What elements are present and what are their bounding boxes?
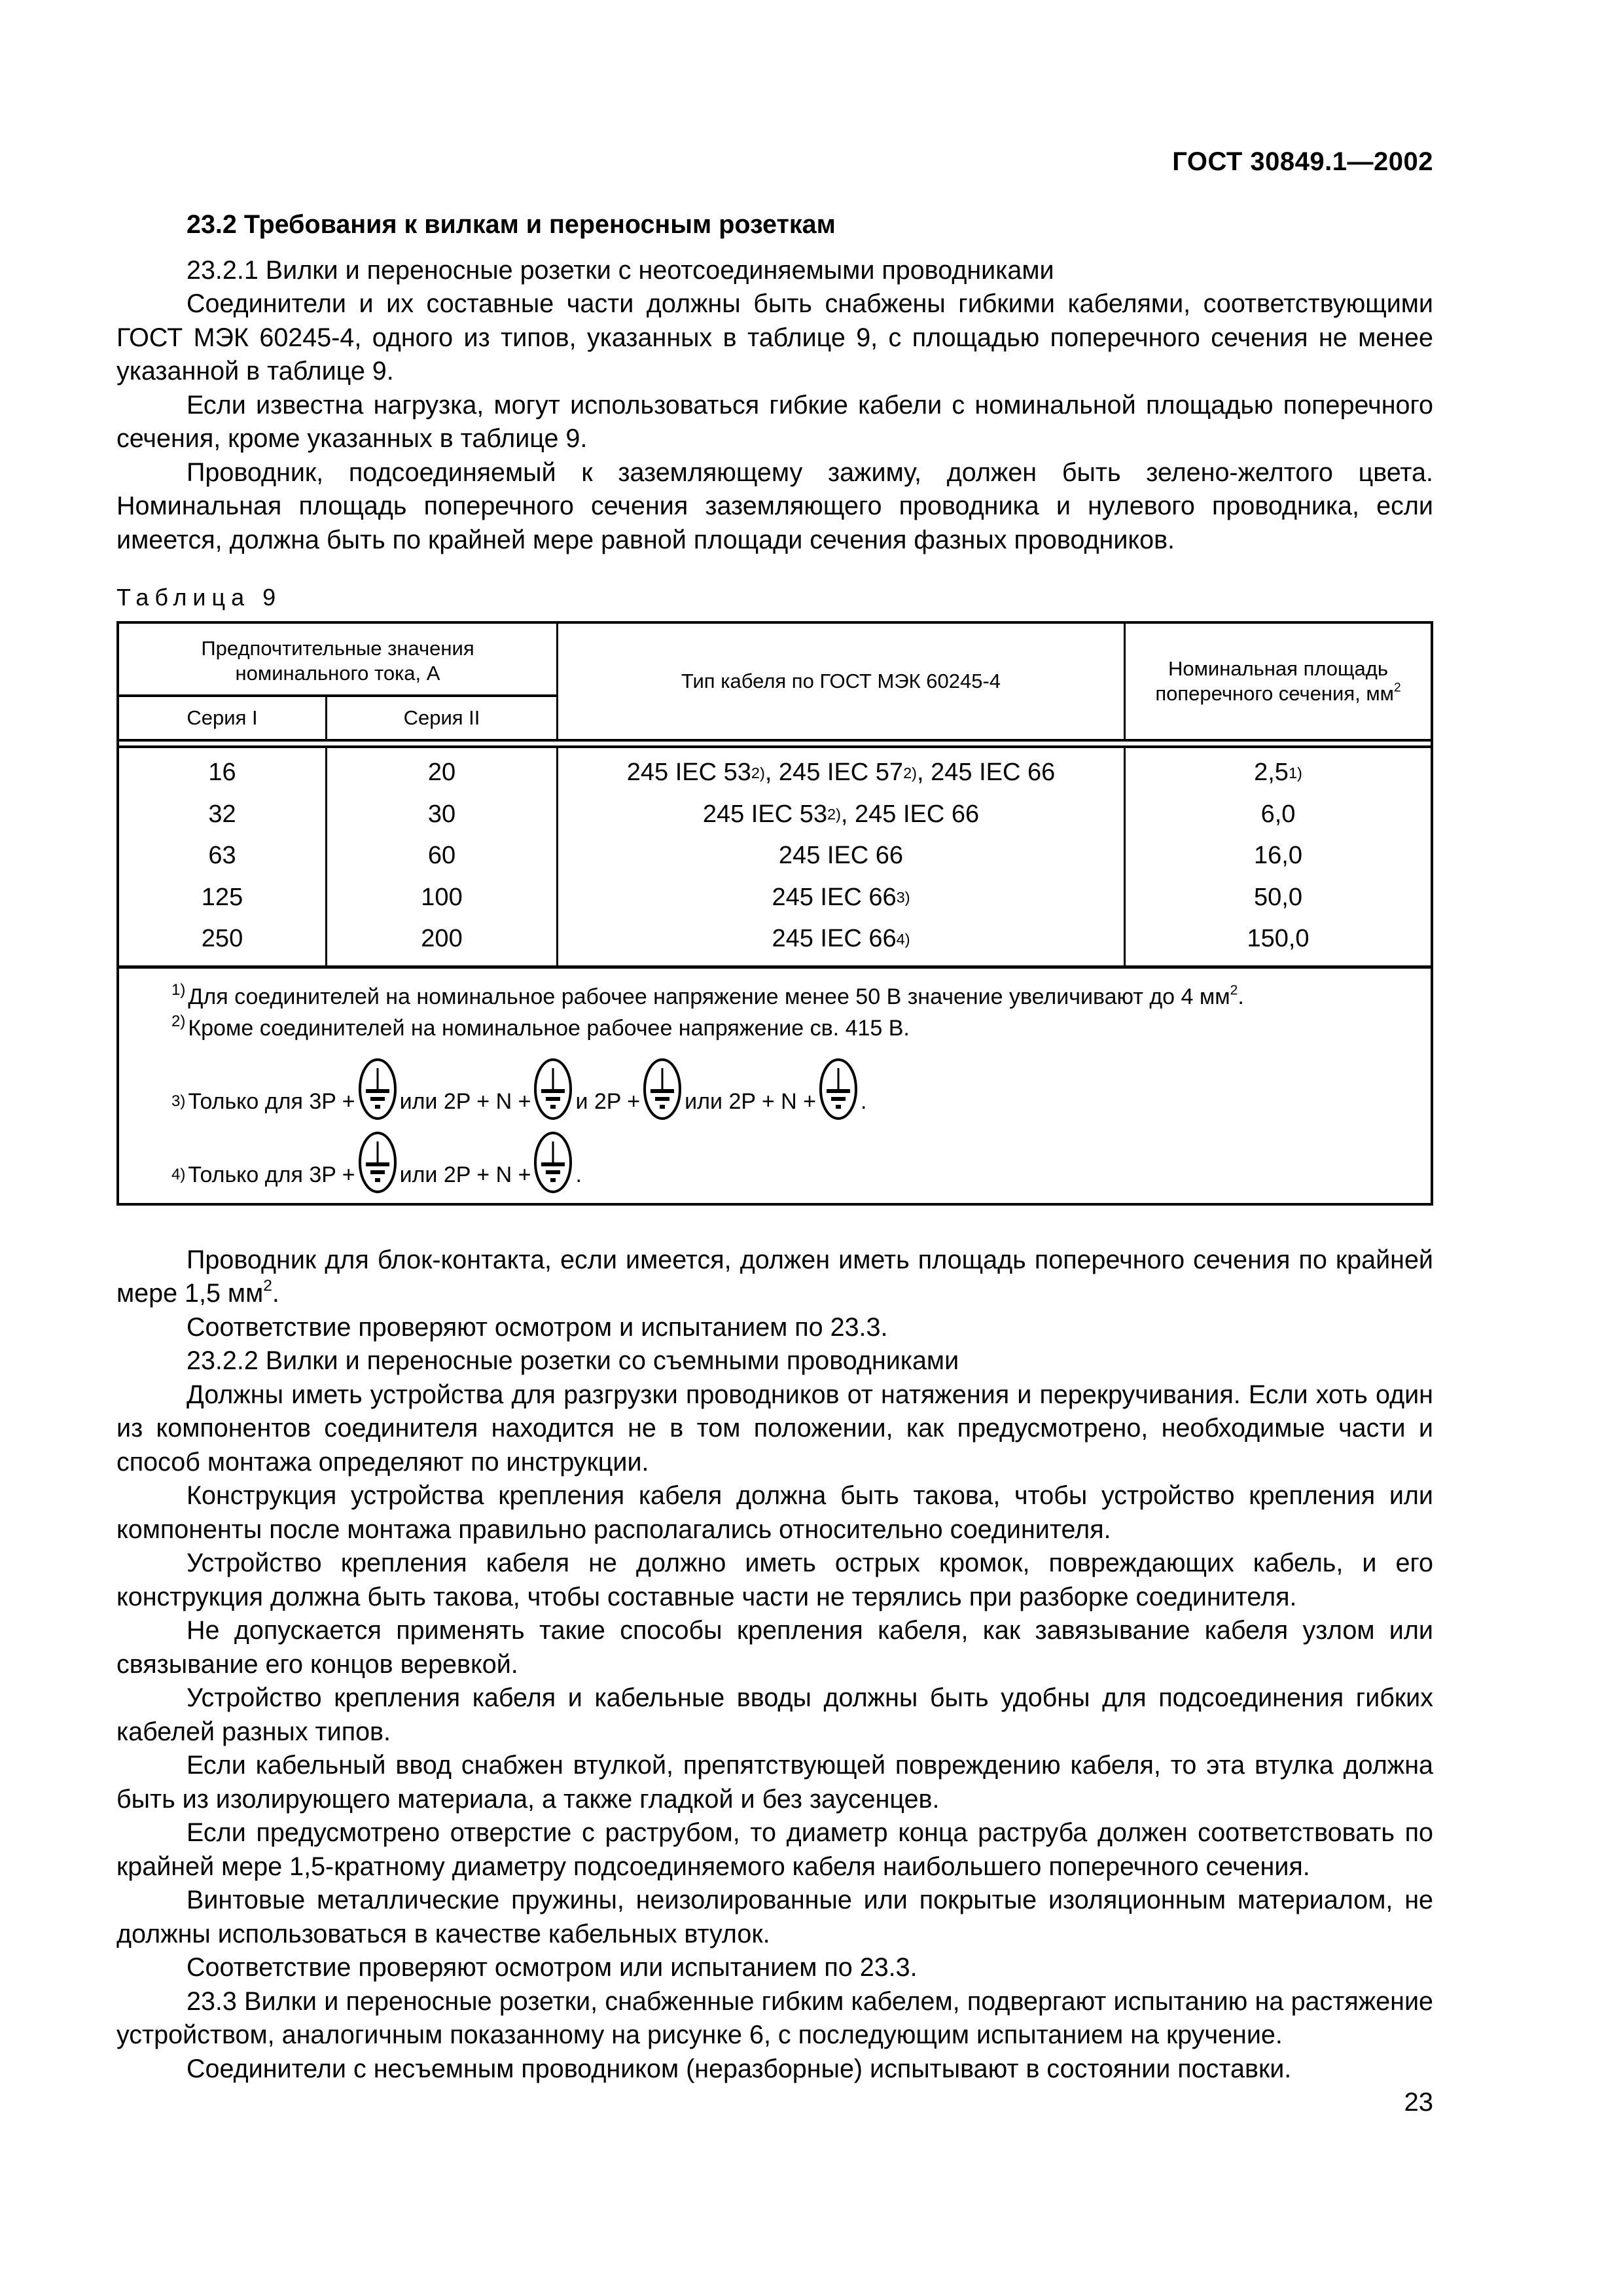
cell-cable-type: 245 IEC 66 3) bbox=[558, 877, 1124, 919]
cell-area bbox=[1126, 794, 1431, 836]
paragraph: Соответствие проверяют осмотром или испытанием по 23.3. bbox=[187, 1953, 918, 1982]
table-label: Таблица 9 bbox=[116, 584, 282, 611]
paragraph: Проводник, подсоединяемый к заземляющему зажиму, должен быть зелено-желтого цвета. Номинальная площадь поперечного сечения заземляющего проводника и нулевого проводника, если имеется, должна быть по крайней мере равной площади сечения фазных проводников. bbox=[116, 457, 1433, 554]
protective-earth-icon bbox=[358, 1131, 397, 1194]
footnote-4 bbox=[171, 1119, 1431, 1190]
cell-series-2: 20 bbox=[427, 759, 456, 786]
page-content bbox=[116, 208, 1433, 2086]
footnote-2 bbox=[171, 1009, 1431, 1041]
area-value: 16,0 bbox=[1254, 842, 1302, 869]
punctuation: . bbox=[861, 1088, 867, 1114]
footnote-text: Для соединителей на номинальное рабочее напряжение менее 50 В значение увеличивают до 4 мм bbox=[188, 984, 1230, 1009]
cell-cable-type: 245 IEC 53 2) , 245 IEC 57 2) , 245 IEC 66 bbox=[558, 752, 1124, 794]
subsection-heading: 23.2.2 Вилки и переносные розетки со съемными проводниками bbox=[187, 1346, 959, 1375]
footnote-mark: 4) bbox=[171, 1165, 186, 1183]
footnote-mark: 3) bbox=[171, 1092, 186, 1110]
header-cable-type: Тип кабеля по ГОСТ МЭК 60245-4 bbox=[558, 624, 1126, 739]
subsection-heading: 23.3 Вилки и переносные розетки, снабженные гибким кабелем, подвергают испытанию на растяжение устройством, аналогичным показанному на рисунке 6, с последующим испытанием на кручение. bbox=[116, 1986, 1433, 2049]
paragraph: Конструкция устройства крепления кабеля должна быть такова, чтобы устройство крепления или компоненты после монтажа правильно располагались относительно соединителя. bbox=[116, 1481, 1433, 1544]
paragraph: Если предусмотрено отверстие с раструбом, то диаметр конца раструба должен соответствовать по крайней мере 1,5-кратному диаметру подсоединяемого кабеля наибольшего поперечного сечения. bbox=[116, 1818, 1433, 1881]
cell-series-1: 63 bbox=[208, 842, 236, 869]
table-header bbox=[119, 624, 1431, 742]
cell-series-1: 16 bbox=[208, 759, 236, 786]
protective-earth-icon bbox=[533, 1131, 573, 1194]
cell-area bbox=[1126, 835, 1431, 877]
cable-type-text: , 245 IEC 57 bbox=[764, 759, 904, 786]
paragraph: Устройство крепления кабеля не должно иметь острых кромок, повреждающих кабель, и его конструкция должна быть такова, чтобы составные части не терялись при разборке соединителя. bbox=[116, 1549, 1433, 1611]
protective-earth-icon bbox=[533, 1058, 573, 1121]
cable-type-text: 245 IEC 66 bbox=[772, 883, 897, 911]
cell-series-2: 200 bbox=[421, 925, 463, 952]
header-series-2: Серия II bbox=[327, 697, 558, 739]
paragraph: Соответствие проверяют осмотром и испытанием по 23.3. bbox=[187, 1312, 888, 1342]
footnote-text: Только для 3P + bbox=[188, 1162, 355, 1187]
cable-type-text: , 245 IEC 66 bbox=[840, 800, 980, 828]
footnote-text: и 2P + bbox=[575, 1088, 641, 1114]
header-preferred-current bbox=[119, 624, 558, 697]
spacer bbox=[116, 1206, 1433, 1244]
section-heading: 23.2 Требования к вилкам и переносным розеткам bbox=[187, 210, 836, 239]
column-area bbox=[1126, 752, 1431, 960]
paragraph: Если известна нагрузка, могут использоваться гибкие кабели с номинальной площадью поперечного сечения, кроме указанных в таблице 9. bbox=[116, 390, 1433, 453]
table-body bbox=[119, 748, 1431, 969]
cell-series-1: 32 bbox=[208, 800, 236, 828]
cell-cable-type bbox=[558, 835, 1124, 877]
paragraph: Соединители с несъемным проводником (неразборные) испытывают в состоянии поставки. bbox=[187, 2054, 1292, 2083]
protective-earth-icon bbox=[819, 1058, 858, 1121]
header-series-1: Серия I bbox=[119, 697, 327, 739]
cell-area bbox=[1126, 877, 1431, 919]
footnote-3 bbox=[171, 1046, 1431, 1117]
superscript: 2 bbox=[1394, 681, 1401, 695]
cell-series-1: 125 bbox=[201, 883, 243, 911]
header-area-label: Номинальная площадь поперечного сечения, мм bbox=[1155, 657, 1394, 705]
cell-series-1: 250 bbox=[201, 925, 243, 952]
column-series-2 bbox=[327, 748, 558, 965]
cell-series-2: 30 bbox=[427, 800, 456, 828]
paragraph: Если кабельный ввод снабжен втулкой, препятствующей повреждению кабеля, то эта втулка должна быть из изолирующего материала, а также гладкой и без заусенцев. bbox=[116, 1751, 1433, 1814]
punctuation: . bbox=[1238, 984, 1244, 1009]
cell-series-2: 60 bbox=[427, 842, 456, 869]
area-value: 2,5 bbox=[1254, 759, 1289, 786]
punctuation: . bbox=[575, 1162, 582, 1187]
area-value: 6,0 bbox=[1260, 800, 1296, 828]
footnote-text: или 2P + N + bbox=[399, 1162, 531, 1187]
header-area-text bbox=[1147, 656, 1409, 706]
cell-cable-type: 245 IEC 53 2) , 245 IEC 66 bbox=[558, 794, 1124, 836]
column-series-1 bbox=[119, 748, 327, 965]
header-area bbox=[1126, 624, 1431, 739]
area-value: 150,0 bbox=[1247, 925, 1310, 952]
paragraph: Соединители и их составные части должны быть снабжены гибкими кабелями, соответствующими ГОСТ МЭК 60245-4, одного из типов, указанных в таблице 9, с площадью поперечного сечения не менее указанной в таблице 9. bbox=[116, 289, 1433, 386]
cell-series-2: 100 bbox=[421, 883, 463, 911]
paragraph: Винтовые металлические пружины, неизолированные или покрытые изоляционным материалом, не должны использоваться в качестве кабельных втулок. bbox=[116, 1886, 1433, 1948]
cell-area bbox=[1126, 918, 1431, 960]
cable-type-text: , 245 IEC 66 bbox=[917, 759, 1056, 786]
superscript: 2 bbox=[1230, 982, 1238, 997]
footnote-text: Только для 3P + bbox=[188, 1088, 355, 1114]
double-rule bbox=[119, 742, 1431, 748]
paragraph: Устройство крепления кабеля и кабельные вводы должны быть удобны для подсоединения гибких кабелей разных типов. bbox=[116, 1683, 1433, 1746]
cell-area: 2,5 1) bbox=[1126, 752, 1431, 794]
footnote-mark: 1) bbox=[171, 980, 186, 999]
subsection-heading: 23.2.1 Вилки и переносные розетки с неотсоединяемыми проводниками bbox=[187, 255, 1054, 285]
table-9 bbox=[116, 621, 1433, 1206]
paragraph-text: Проводник для блок-контакта, если имеется, должен иметь площадь поперечного сечения по крайней мере 1,5 мм bbox=[116, 1245, 1433, 1308]
footnote-text: или 2P + N + bbox=[399, 1088, 531, 1114]
paragraph bbox=[116, 1244, 1433, 1311]
cable-type-text: 245 IEC 66 bbox=[772, 925, 897, 952]
superscript: 2 bbox=[263, 1276, 272, 1295]
punctuation: . bbox=[272, 1279, 279, 1308]
cell-cable-type: 245 IEC 66 4) bbox=[558, 918, 1124, 960]
paragraph: Не допускается применять такие способы крепления кабеля, как завязывание кабеля узлом или связывание его концов веревкой. bbox=[116, 1616, 1433, 1679]
paragraph: Должны иметь устройства для разгрузки проводников от натяжения и перекручивания. Если хоть один из компонентов соединителя находится не в том положении, как предусмотрено, необходимые части и способ монтажа определяют по инструкции. bbox=[116, 1380, 1433, 1477]
cable-type-text: 245 IEC 53 bbox=[702, 800, 827, 828]
area-value: 50,0 bbox=[1254, 883, 1302, 911]
protective-earth-icon bbox=[358, 1058, 397, 1121]
protective-earth-icon bbox=[643, 1058, 682, 1121]
footnote-text: Кроме соединителей на номинальное рабочее напряжение св. 415 В. bbox=[188, 1015, 910, 1041]
standard-header: ГОСТ 30849.1—2002 bbox=[1172, 147, 1433, 176]
cable-type-text: 245 IEC 66 bbox=[778, 842, 904, 869]
header-text: Предпочтительные значения номинального тока, А bbox=[201, 637, 474, 685]
cable-type-text: 245 IEC 53 bbox=[626, 759, 751, 786]
footnote-1 bbox=[171, 978, 1431, 1009]
column-cable-type bbox=[558, 748, 1126, 965]
page-number: 23 bbox=[1404, 2088, 1433, 2117]
table-footnotes bbox=[119, 969, 1431, 1203]
footnote-text: или 2P + N + bbox=[685, 1088, 817, 1114]
footnote-mark: 2) bbox=[171, 1012, 186, 1030]
